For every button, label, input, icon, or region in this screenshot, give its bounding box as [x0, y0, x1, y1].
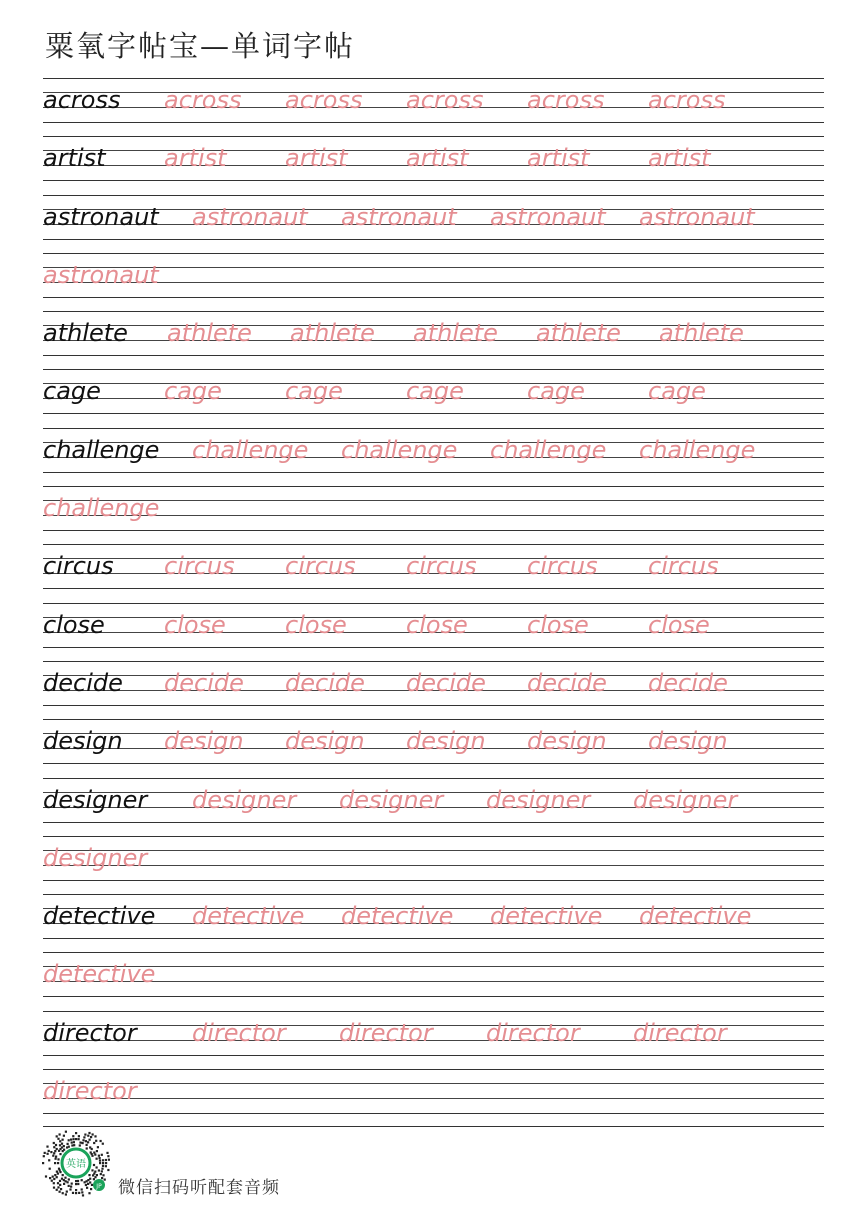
ruled-line — [43, 996, 824, 997]
ruled-line — [43, 1098, 824, 1099]
trace-word: artist — [285, 144, 348, 173]
model-word: athlete — [43, 319, 128, 348]
trace-word: close — [285, 610, 347, 639]
practice-row — [43, 1069, 824, 1127]
trace-word: detective — [490, 902, 603, 931]
trace-word: design — [164, 727, 244, 756]
trace-word: astronaut — [490, 202, 606, 231]
ruled-line — [43, 647, 824, 648]
trace-word: astronaut — [639, 202, 755, 231]
trace-word: challenge — [490, 435, 607, 464]
ruled-line — [43, 500, 824, 501]
model-word: artist — [43, 144, 106, 173]
ruled-line — [43, 1011, 824, 1012]
ruled-line — [43, 966, 824, 967]
trace-word: challenge — [341, 435, 458, 464]
trace-word: decide — [527, 668, 607, 697]
trace-word: artist — [527, 144, 590, 173]
ruled-line — [43, 544, 824, 545]
writing-sheet — [43, 78, 824, 1127]
page-title: 粟氧字帖宝—单词字帖 — [45, 29, 356, 63]
practice-row — [43, 311, 824, 369]
badge-label: 英语 — [66, 1159, 86, 1170]
trace-word: athlete — [413, 319, 498, 348]
trace-word: across — [527, 86, 605, 114]
ruled-line — [43, 1055, 824, 1056]
ruled-line — [43, 253, 824, 254]
ruled-line — [43, 850, 824, 851]
trace-word: design — [285, 727, 365, 756]
trace-word: cage — [527, 377, 585, 406]
trace-word: circus — [164, 552, 235, 581]
model-word: circus — [43, 552, 114, 581]
trace-word: detective — [639, 902, 752, 931]
ruled-line — [43, 588, 824, 589]
trace-word: close — [527, 610, 589, 639]
practice-row — [43, 836, 824, 894]
ruled-line — [43, 515, 824, 516]
model-word: decide — [43, 668, 123, 697]
practice-row — [43, 719, 824, 777]
ruled-line — [43, 705, 824, 706]
model-word: cage — [43, 377, 101, 406]
scan-instruction: 微信扫码听配套音频 — [118, 1178, 280, 1198]
practice-row — [43, 428, 824, 486]
practice-row — [43, 253, 824, 311]
trace-word: circus — [648, 552, 719, 581]
practice-row — [43, 603, 824, 661]
trace-word: challenge — [43, 494, 160, 523]
ruled-line — [43, 136, 824, 137]
trace-word: cage — [164, 377, 222, 406]
ruled-line — [43, 952, 824, 953]
model-word: challenge — [43, 435, 160, 464]
model-word: detective — [43, 902, 156, 931]
trace-word: detective — [341, 902, 454, 931]
practice-row — [43, 894, 824, 952]
trace-word: athlete — [659, 319, 744, 348]
practice-row — [43, 78, 824, 136]
trace-word: across — [164, 86, 242, 114]
trace-word: director — [43, 1077, 137, 1106]
trace-word: athlete — [290, 319, 375, 348]
footer — [40, 1127, 440, 1199]
trace-word: athlete — [167, 319, 252, 348]
practice-row — [43, 544, 824, 602]
ruled-line — [43, 180, 824, 181]
trace-word: across — [648, 86, 726, 114]
trace-word: artist — [164, 144, 227, 173]
ruled-line — [43, 369, 824, 370]
ruled-line — [43, 428, 824, 429]
practice-row — [43, 1011, 824, 1069]
model-word: design — [43, 727, 123, 756]
trace-word: athlete — [536, 319, 621, 348]
trace-word: astronaut — [192, 202, 308, 231]
trace-word: detective — [43, 960, 156, 989]
model-word: across — [43, 86, 121, 114]
trace-word: cage — [406, 377, 464, 406]
trace-word: decide — [164, 668, 244, 697]
trace-word: cage — [285, 377, 343, 406]
trace-word: designer — [43, 843, 148, 872]
trace-word: director — [486, 1018, 580, 1047]
trace-word: circus — [406, 552, 477, 581]
practice-row — [43, 952, 824, 1010]
trace-word: designer — [339, 785, 444, 814]
ruled-line — [43, 1083, 824, 1084]
trace-word: across — [406, 86, 484, 114]
ruled-line — [43, 195, 824, 196]
practice-row — [43, 195, 824, 253]
trace-word: decide — [285, 668, 365, 697]
trace-word: designer — [192, 785, 297, 814]
trace-word: across — [285, 86, 363, 114]
trace-word: decide — [648, 668, 728, 697]
ruled-line — [43, 836, 824, 837]
ruled-line — [43, 1069, 824, 1070]
trace-word: astronaut — [43, 260, 159, 289]
ruled-line — [43, 267, 824, 268]
ruled-line — [43, 981, 824, 982]
ruled-line — [43, 778, 824, 779]
practice-row — [43, 369, 824, 427]
trace-word: challenge — [639, 435, 756, 464]
ruled-line — [43, 603, 824, 604]
trace-word: artist — [648, 144, 711, 173]
trace-word: close — [164, 610, 226, 639]
ruled-line — [43, 1113, 824, 1114]
model-word: director — [43, 1018, 137, 1047]
ruled-line — [43, 355, 824, 356]
ruled-line — [43, 763, 824, 764]
trace-word: challenge — [192, 435, 309, 464]
badge-sub-label: JP — [96, 1183, 102, 1190]
trace-word: decide — [406, 668, 486, 697]
trace-word: design — [527, 727, 607, 756]
ruled-line — [43, 486, 824, 487]
ruled-line — [43, 822, 824, 823]
ruled-line — [43, 413, 824, 414]
ruled-line — [43, 311, 824, 312]
ruled-line — [43, 78, 824, 79]
practice-row — [43, 778, 824, 836]
ruled-line — [43, 938, 824, 939]
trace-word: close — [648, 610, 710, 639]
trace-word: designer — [633, 785, 738, 814]
practice-row — [43, 661, 824, 719]
practice-row — [43, 486, 824, 544]
ruled-line — [43, 661, 824, 662]
trace-word: director — [339, 1018, 433, 1047]
ruled-line — [43, 894, 824, 895]
practice-row — [43, 136, 824, 194]
trace-word: detective — [192, 902, 305, 931]
ruled-line — [43, 239, 824, 240]
ruled-line — [43, 122, 824, 123]
ruled-line — [43, 472, 824, 473]
model-word: designer — [43, 785, 148, 814]
trace-word: cage — [648, 377, 706, 406]
qr-code-icon[interactable] — [40, 1127, 112, 1199]
model-word: close — [43, 610, 105, 639]
ruled-line — [43, 719, 824, 720]
ruled-line — [43, 282, 824, 283]
trace-word: astronaut — [341, 202, 457, 231]
ruled-line — [43, 865, 824, 866]
model-word: astronaut — [43, 202, 159, 231]
ruled-line — [43, 530, 824, 531]
trace-word: designer — [486, 785, 591, 814]
trace-word: circus — [527, 552, 598, 581]
trace-word: director — [633, 1018, 727, 1047]
trace-word: director — [192, 1018, 286, 1047]
ruled-line — [43, 880, 824, 881]
trace-word: close — [406, 610, 468, 639]
trace-word: circus — [285, 552, 356, 581]
trace-word: artist — [406, 144, 469, 173]
trace-word: design — [648, 727, 728, 756]
ruled-line — [43, 297, 824, 298]
trace-word: design — [406, 727, 486, 756]
